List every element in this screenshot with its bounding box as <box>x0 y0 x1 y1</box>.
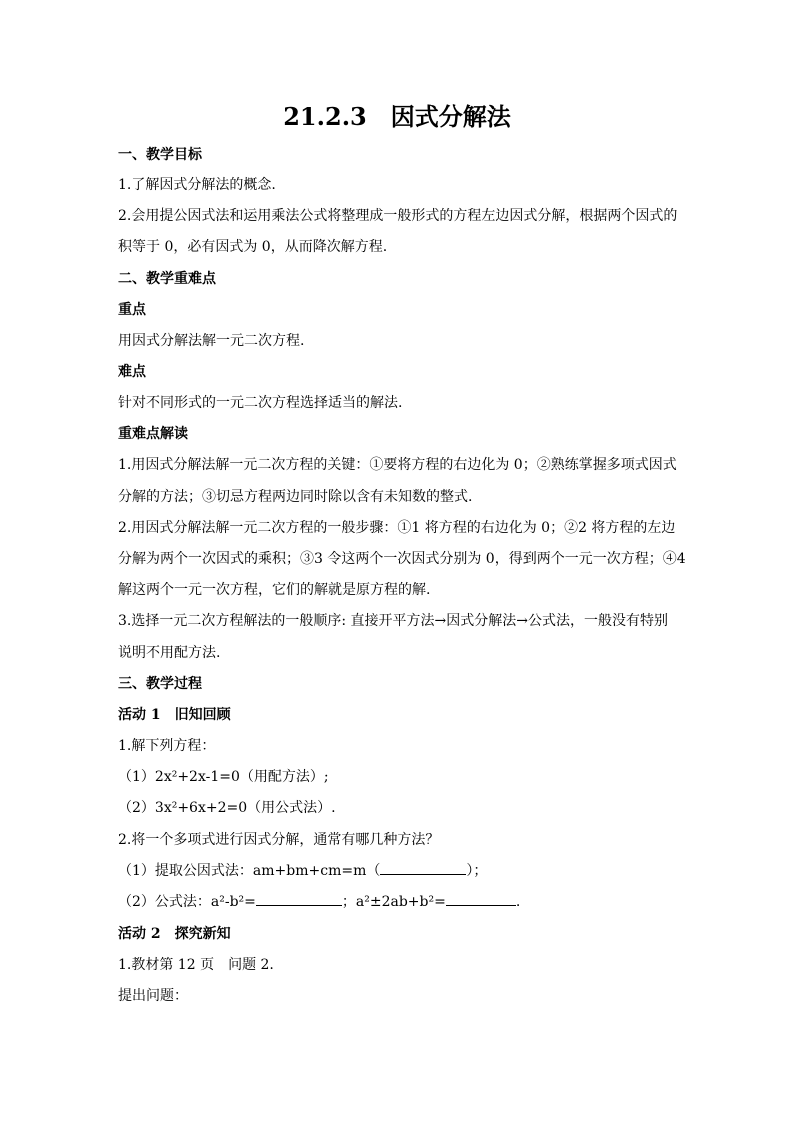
objective-item-2-line-2: 积等于 0，必有因式为 0，从而降次解方程. <box>118 239 388 255</box>
subheading-key: 重点 <box>118 302 146 318</box>
subheading-difficulty: 难点 <box>118 364 146 380</box>
page-title: 21.2.3 因式分解法 <box>283 102 511 131</box>
key-text: 用因式分解法解一元二次方程. <box>118 333 305 349</box>
activity-1-question-2-a <box>118 860 678 882</box>
activity-1-question-1-a: （1）2x²+2x-1=0（用配方法）; <box>118 769 329 785</box>
interpretation-1-line-2: 分解的方法；③切忌方程两边同时除以含有未知数的整式. <box>118 489 473 505</box>
section-heading-process: 三、教学过程 <box>118 676 202 692</box>
activity-1-question-1-b: （2）3x²+6x+2=0（用公式法）. <box>118 800 336 816</box>
subheading-interpretation: 重难点解读 <box>118 426 188 442</box>
objective-item-1: 1.了解因式分解法的概念. <box>118 177 276 193</box>
difficulty-text: 针对不同形式的一元二次方程选择适当的解法. <box>118 395 403 411</box>
question-2-b-suffix: . <box>515 894 521 910</box>
activity-2-heading: 活动 2 探究新知 <box>118 926 231 942</box>
interpretation-2-line-2: 分解为两个一次因式的乘积；③3 令这两个一次因式分别为 0，得到两个一元一次方程；④4 <box>118 551 686 567</box>
activity-2-question-1: 1.教材第 12 页 问题 2. <box>118 957 274 973</box>
answer-blank <box>256 891 342 906</box>
question-2-a-suffix: ）； <box>466 863 488 879</box>
objective-item-2-line-1: 2.会用提公因式法和运用乘法公式将整理成一般形式的方程左边因式分解，根据两个因式的 <box>118 208 678 224</box>
activity-1-question-1: 1.解下列方程： <box>118 738 216 754</box>
question-2-b-prefix: （2）公式法：a²-b²= <box>118 894 256 910</box>
question-2-b-middle: ；a²±2ab+b²= <box>341 894 446 910</box>
interpretation-1-line-1: 1.用因式分解法解一元二次方程的关键：①要将方程的右边化为 0；②熟练掌握多项式因式 <box>118 457 677 473</box>
activity-1-question-2-b <box>118 891 678 913</box>
answer-blank <box>446 891 516 906</box>
activity-1-question-2: 2.将一个多项式进行因式分解，通常有哪几种方法？ <box>118 832 440 848</box>
activity-1-heading: 活动 1 旧知回顾 <box>118 707 231 723</box>
interpretation-2-line-3: 解这两个一元一次方程，它们的解就是原方程的解. <box>118 582 431 598</box>
section-heading-key-points: 二、教学重难点 <box>118 271 216 287</box>
interpretation-3-line-2: 说明不用配方法. <box>118 645 221 661</box>
section-heading-objectives: 一、教学目标 <box>118 147 202 163</box>
interpretation-2-line-1: 2.用因式分解法解一元二次方程的一般步骤：①1 将方程的右边化为 0；②2 将方程的左边 <box>118 520 676 536</box>
activity-2-prompt: 提出问题： <box>118 988 188 1004</box>
question-2-a-prefix: （1）提取公因式法：am+bm+cm=m（ <box>118 863 381 879</box>
answer-blank <box>380 860 466 875</box>
interpretation-3-line-1: 3.选择一元二次方程解法的一般顺序: 直接开平方法→因式分解法→公式法，一般没有特别 <box>118 613 668 629</box>
